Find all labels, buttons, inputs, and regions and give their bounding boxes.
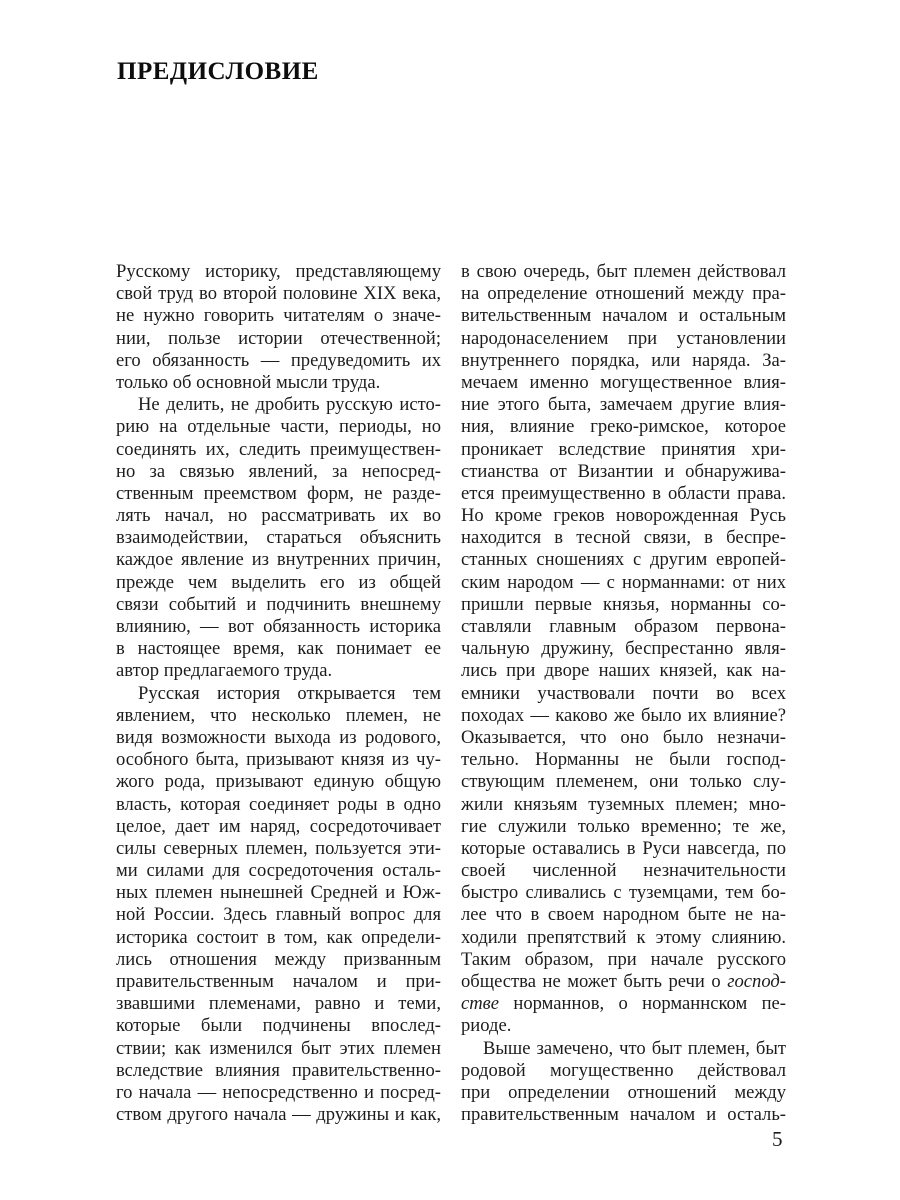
text-line-content: ством другого начала — дружины и как,	[116, 1104, 441, 1126]
text-line-content: Не делить, не дробить русскую исто-	[138, 394, 441, 416]
text-line	[461, 328, 786, 350]
text-line	[116, 416, 441, 438]
text-line-content: целое, дает им наряд, сосредоточивает	[116, 815, 441, 837]
text-line-content: ние этого быта, замечаем другие влия-	[461, 394, 786, 416]
text-line-content: вительственным началом и остальным	[461, 305, 786, 327]
text-line-content: но за связью явлений, за непосред-	[116, 460, 441, 482]
text-line	[461, 860, 786, 882]
text-line	[116, 261, 441, 283]
text-line	[461, 394, 786, 416]
italic-text: стве	[461, 993, 500, 1015]
text-line	[461, 439, 786, 461]
text-line	[461, 794, 786, 816]
text-line-content: только об основной мысли труда.	[116, 371, 381, 393]
text-line-content: емники участвовали почти во всех	[461, 682, 786, 704]
text-line-content: соединять их, следить преимуществен-	[116, 438, 441, 460]
text-line	[116, 439, 441, 461]
text-line-content: походах — каково же было их влияние?	[461, 704, 786, 726]
text-line	[116, 394, 441, 416]
text-line	[461, 1104, 786, 1126]
text-line	[116, 616, 441, 638]
text-line	[116, 505, 441, 527]
text-line	[461, 1060, 786, 1082]
text-line	[116, 993, 441, 1015]
text-line-content: власть, которая соединяет роды в одно	[116, 793, 441, 815]
text-line-content: силы северных племен, пользуется эти-	[116, 837, 441, 859]
text-line	[116, 350, 441, 372]
text-line-content: особного быта, призывают князя из чу-	[116, 749, 441, 771]
text-line-content: которые оставались в Руси навсегда, по	[461, 837, 786, 859]
text-line	[116, 816, 441, 838]
text-line	[461, 1015, 786, 1037]
text-line-content: риоде.	[461, 1015, 512, 1037]
text-line-content: го начала — непосредственно и посред-	[116, 1081, 441, 1103]
text-line-content: при определении отношений между	[461, 1081, 786, 1103]
text-line-content: общества не может быть речи о	[461, 971, 728, 992]
text-line-content: Русская история открывается тем	[138, 682, 441, 704]
left-text-column	[116, 261, 441, 1126]
text-line-content: ной России. Здесь главный вопрос для	[116, 904, 441, 926]
text-line	[461, 683, 786, 705]
text-line	[461, 993, 786, 1015]
text-line-content: ставляли главным образом первона-	[461, 616, 786, 637]
text-line	[116, 372, 441, 394]
italic-text: господ-	[727, 971, 786, 992]
text-line-content: Оказывается, что оно было незначи-	[461, 726, 786, 748]
text-line	[461, 305, 786, 327]
text-line-content: не нужно говорить читателям о значе-	[116, 305, 441, 327]
text-line-content: в свою очередь, быт племен действовал	[461, 261, 786, 282]
text-line-content: влиянию, — вот обязанность историка	[116, 616, 441, 637]
text-line-content: ется преимущественно в области права.	[461, 482, 786, 504]
text-line-content: народонаселением при установлении	[461, 327, 786, 349]
text-line-content: в настоящее время, как понимает ее	[116, 638, 441, 660]
text-line	[461, 461, 786, 483]
text-line	[461, 283, 786, 305]
text-line	[461, 838, 786, 860]
text-line	[116, 527, 441, 549]
text-line	[116, 638, 441, 660]
text-line	[461, 882, 786, 904]
text-line	[461, 372, 786, 394]
text-line-content: Но кроме греков новорожденная Русь	[461, 505, 786, 527]
text-line	[116, 594, 441, 616]
text-line-content: ствии; как изменился быт этих племен	[116, 1037, 441, 1059]
text-line-content: норманнов, о норманнском пе-	[499, 993, 786, 1015]
text-line-content: лее что в своем народном быте не на-	[461, 904, 786, 926]
text-line	[116, 949, 441, 971]
text-line	[116, 794, 441, 816]
text-line-content: быстро сливались с туземцами, тем бо-	[461, 882, 786, 904]
page-title: ПРЕДИСЛОВИЕ	[117, 58, 319, 85]
right-text-column	[461, 261, 786, 1126]
text-line	[461, 927, 786, 949]
text-line-content: автор предлагаемого труда.	[116, 660, 333, 682]
text-line-content: связи событий и подчинить внешнему	[116, 593, 441, 615]
text-line	[116, 1082, 441, 1104]
text-line-content: видя возможности выхода из родового,	[116, 726, 441, 748]
text-line	[461, 727, 786, 749]
text-line-content: лись отношения между призванным	[116, 948, 441, 970]
text-line-content: ми силами для сосредоточения осталь-	[116, 860, 441, 882]
text-line	[461, 261, 786, 283]
text-line	[116, 882, 441, 904]
text-line	[461, 350, 786, 372]
text-line-content: ственным преемством форм, не разде-	[116, 482, 441, 504]
text-line-content: Русскому историку, представляющему	[116, 261, 441, 282]
text-line-content: на определение отношений между пра-	[461, 283, 786, 305]
text-line-content: ствующим племенем, они только слу-	[461, 771, 786, 793]
text-line-content: взаимодействии, стараться объяснить	[116, 527, 441, 549]
text-line-content: гие служили только временно; те же,	[461, 815, 786, 837]
text-line-content: жого рода, призывают единую общую	[116, 771, 441, 793]
text-line-content: внутреннего порядка, или наряда. За-	[461, 349, 786, 371]
text-line	[116, 305, 441, 327]
text-line-content: ния, влияние греко-римское, которое	[461, 416, 786, 438]
text-line	[116, 660, 441, 682]
text-line	[461, 527, 786, 549]
text-line	[461, 572, 786, 594]
text-line-content: стианства от Византии и обнаружива-	[461, 460, 786, 482]
text-line	[116, 838, 441, 860]
text-line-content: правительственным началом и при-	[116, 971, 441, 992]
text-line-content: явлением, что несколько племен, не	[116, 704, 441, 726]
text-line	[461, 416, 786, 438]
text-line	[116, 705, 441, 727]
text-line-content: своей численной незначительности	[461, 860, 786, 882]
text-line-content: пришли первые князья, норманны со-	[461, 593, 786, 615]
text-line	[461, 971, 786, 993]
text-line-content: правительственным началом и осталь-	[461, 1104, 786, 1126]
text-line	[116, 904, 441, 926]
text-line	[116, 971, 441, 993]
text-line	[461, 749, 786, 771]
text-line	[116, 1104, 441, 1126]
text-line	[116, 727, 441, 749]
text-line-content: чальную дружину, беспрестанно явля-	[461, 638, 786, 660]
text-line-content: прежде чем выделить его из общей	[116, 571, 441, 593]
text-line	[116, 461, 441, 483]
text-line-content: нии, пользе истории отечественной;	[116, 327, 441, 349]
text-line	[461, 705, 786, 727]
text-line-content: лять начал, но рассматривать их во	[116, 505, 441, 527]
text-line	[116, 483, 441, 505]
text-line	[116, 572, 441, 594]
text-line-content: станных сношениях с другим европей-	[461, 549, 786, 571]
text-line-content: жили князьям туземных племен; мно-	[461, 793, 786, 815]
page-number: 5	[772, 1127, 783, 1151]
text-line	[116, 683, 441, 705]
text-line-content: звавшими племенами, равно и теми,	[116, 993, 441, 1015]
text-line	[116, 1060, 441, 1082]
text-line-content: его обязанность — предуведомить их	[116, 349, 441, 371]
text-line-content: родовой могущественно действовал	[461, 1059, 786, 1081]
text-line-content: историка состоит в том, как определи-	[116, 926, 441, 948]
text-line-content: ским народом — с норманнами: от них	[461, 571, 786, 593]
text-line-content: находится в тесной связи, в беспре-	[461, 527, 786, 549]
text-line-content: Выше замечено, что быт племен, быт	[483, 1037, 786, 1059]
text-line	[461, 1082, 786, 1104]
text-line	[116, 1038, 441, 1060]
text-line	[461, 505, 786, 527]
text-line-content: свой труд во второй половине XIX века,	[116, 283, 441, 305]
text-line	[461, 594, 786, 616]
text-line	[461, 816, 786, 838]
text-line	[461, 904, 786, 926]
text-line-content: ходили препятствий к этому слиянию.	[461, 926, 786, 948]
text-line	[116, 771, 441, 793]
text-line-content: тельно. Норманны не были господ-	[461, 749, 786, 771]
text-line	[116, 1015, 441, 1037]
text-line	[116, 283, 441, 305]
text-line	[461, 949, 786, 971]
text-line-content: лись при дворе наших князей, как на-	[461, 660, 786, 682]
text-line	[461, 616, 786, 638]
text-line-content: Таким образом, при начале русского	[461, 948, 786, 970]
text-line-content: рию на отдельные части, периоды, но	[116, 416, 441, 438]
text-line	[116, 860, 441, 882]
text-line	[461, 638, 786, 660]
text-line-content: которые были подчинены впослед-	[116, 1015, 441, 1037]
text-line	[461, 483, 786, 505]
text-line	[116, 549, 441, 571]
text-line	[461, 1038, 786, 1060]
text-line-content: вследствие влияния правительственно-	[116, 1059, 441, 1081]
text-line-content: проникает вследствие принятия хри-	[461, 438, 786, 460]
text-line	[461, 549, 786, 571]
text-line	[461, 771, 786, 793]
text-line-content: мечаем именно могущественное влия-	[461, 371, 786, 393]
text-line	[116, 749, 441, 771]
text-line-content: ных племен нынешней Средней и Юж-	[116, 882, 441, 904]
text-line	[116, 328, 441, 350]
text-line	[461, 660, 786, 682]
text-line-content: каждое явление из внутренних причин,	[116, 549, 441, 571]
text-line	[116, 927, 441, 949]
